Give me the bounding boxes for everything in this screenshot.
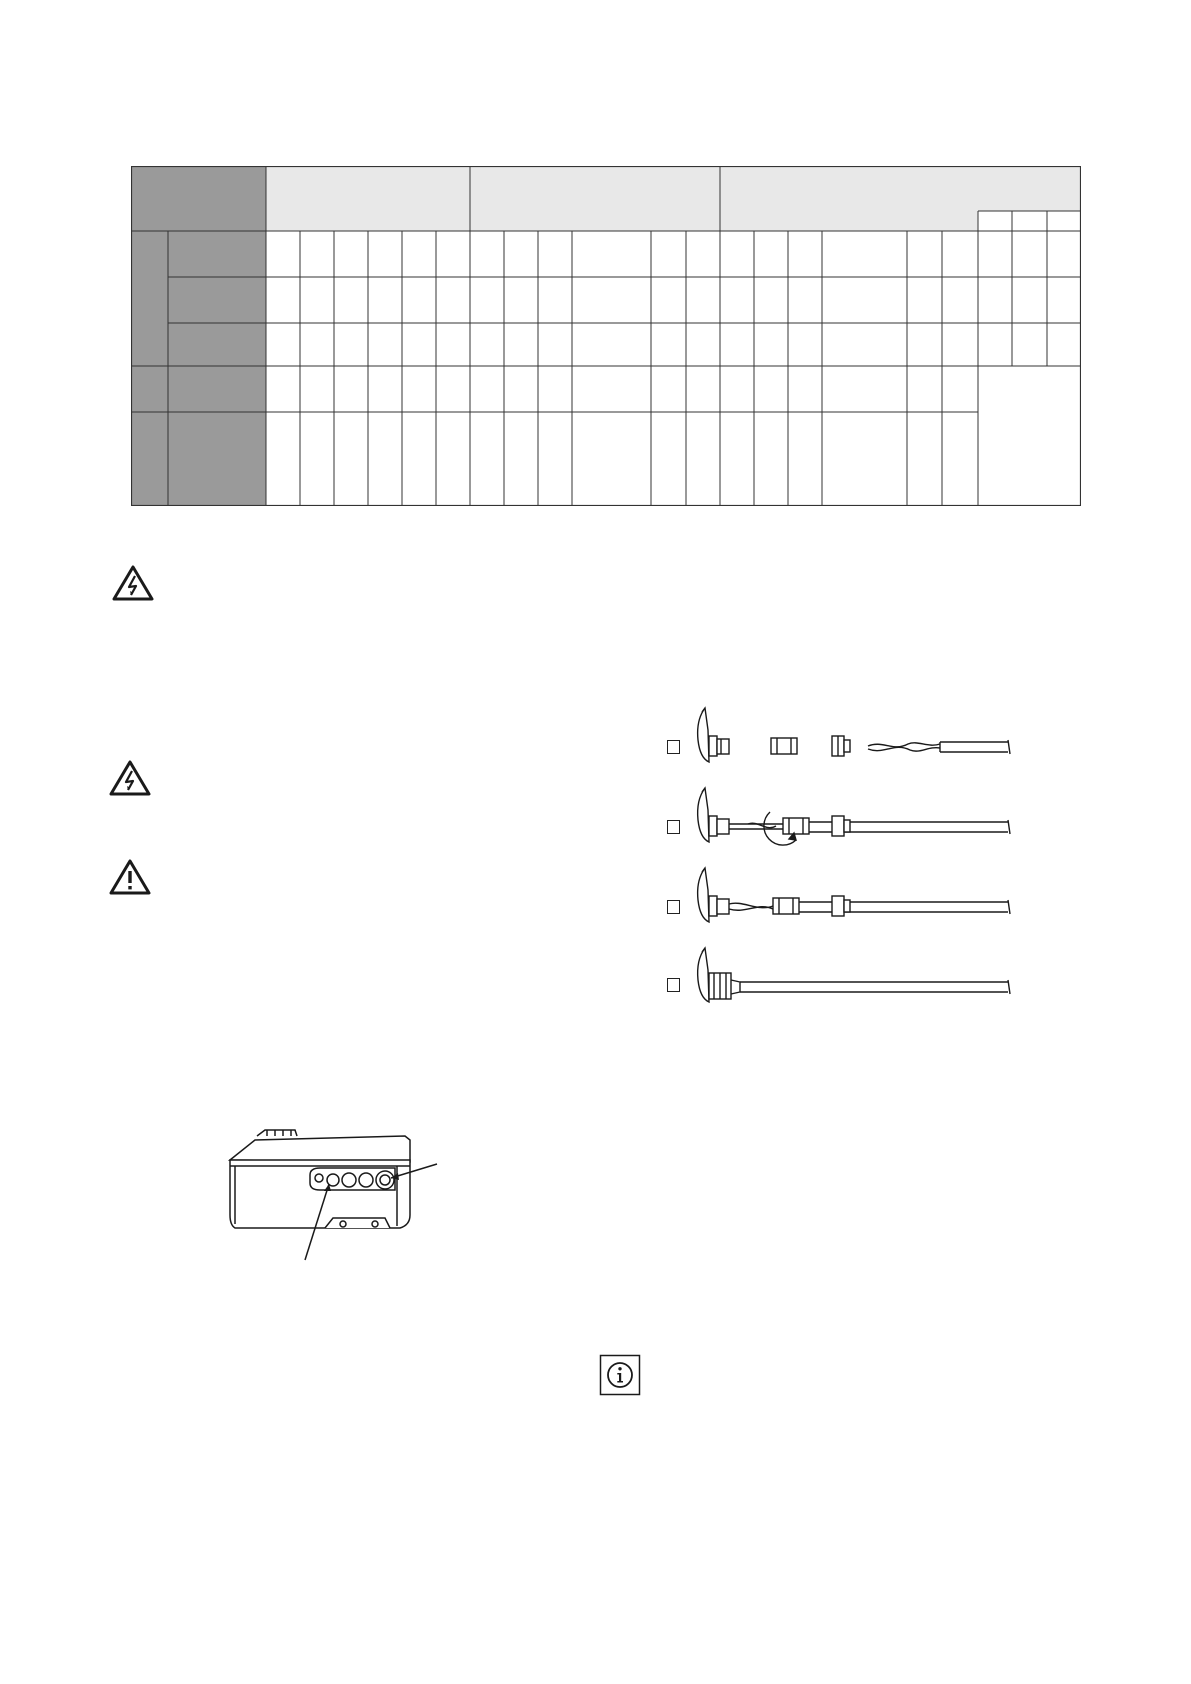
general-warning-icon xyxy=(109,859,151,895)
step-1-drawing xyxy=(698,708,1010,762)
high-voltage-warning-icon xyxy=(112,565,154,601)
row-header-block xyxy=(131,166,266,506)
step-4-checkbox[interactable] xyxy=(667,978,680,992)
high-voltage-warning-icon xyxy=(109,760,151,796)
step-2-checkbox[interactable] xyxy=(667,820,680,834)
sub-header-cell xyxy=(978,211,1081,231)
step-3-checkbox[interactable] xyxy=(667,900,680,914)
column-header-block xyxy=(266,166,1081,231)
terminal-table xyxy=(131,166,1081,506)
step-2-drawing xyxy=(698,788,1010,845)
step-3-drawing xyxy=(698,868,1010,922)
controller-housing-drawing xyxy=(225,1120,445,1265)
cable-gland-diagram xyxy=(688,700,1018,1030)
merged-cell xyxy=(978,412,1081,506)
step-4-drawing xyxy=(698,948,1010,1002)
step-1-checkbox[interactable] xyxy=(667,740,680,754)
info-icon xyxy=(599,1354,641,1396)
terminal-table-grid xyxy=(131,166,1081,506)
